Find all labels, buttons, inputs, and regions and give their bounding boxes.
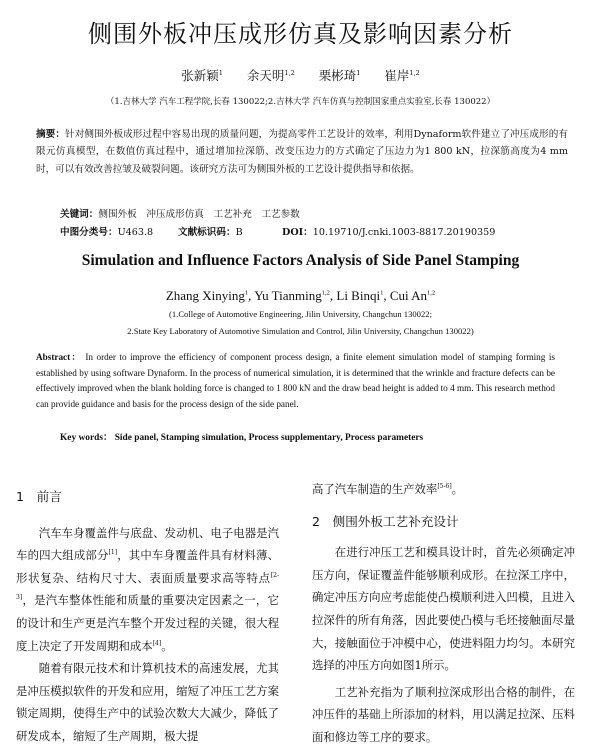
left-column [16,486,279,748]
abstract-cn-text: 针对侧围外板成形过程中容易出现的质量问题，为提高零件工艺设计的效率，利用Dynaform软件建立了冲压成形的有限元仿真模型，在数值仿真过程中，通过增加拉深筋、改变压边力的方式确定了压边力为1 800 kN，拉深筋高度为4 mm时，可以有效改善拉皱及破裂问题。该研究方法可为侧围外板的工艺设计提供指导和依据。 [36,129,568,175]
doi-label: DOI： [282,227,313,238]
authors-cn [0,66,601,84]
author-en-3: Li Binqi$^1$ [336,288,384,303]
author-cn-3: 栗彬琦$^1$ [318,68,361,83]
section-2-paragraph-1: 在进行冲压工艺和模具设计时，首先必须确定冲压方向，保证覆盖件能够顺利成形。在拉深工序中，确定冲压方向应考虑能使凸模顺利进入凹模，且进入拉深件的所有角落，因此要使凸模与毛坯接触面尽量大，接触面位于冲模中心，使进料阻力均匀。本研究选择的冲压方向如图1所示。 [312,545,575,673]
keywords-en [60,429,580,443]
paper-title-cn: 侧围外板冲压成形仿真及影响因素分析 [88,20,513,48]
clc-label: 中图分类号： [60,227,118,238]
right-column [312,478,575,749]
affiliations-cn: （1.吉林大学 汽车工程学院,长春 130022;2.吉林大学 汽车仿真与控制国家重点实验室,长春 130022） [105,97,496,107]
classification-cn [60,224,580,238]
section-1-heading: 1 前言 [16,489,62,504]
abstract-cn [36,126,568,178]
authors-en: Zhang Xinying$^1$, Yu Tianming$^{1,2}$, Li Binqi$^1$, Cui An$^{1,2}$ [165,288,436,303]
author-en-2: Yu Tianming$^{1,2}$ [254,288,330,303]
keywords-cn [60,206,580,220]
author-en-4: Cui An$^{1,2}$ [389,288,436,303]
affiliation-en-1: (1.College of Automotive Engineering, Jilin University, Changchun 130022; [169,309,432,319]
affiliations-en [0,306,601,340]
section-1-paragraph-1: 汽车车身覆盖件与底盘、发动机、电子电器是汽车的四大组成部分[1]，其中车身覆盖件具有材料薄、形状复杂、结构尺寸大、表面质量要求高等特点[2-3]，是汽车整体性能和质量的重要决定因素之一，它的设计和生产更是汽车整个开发过程的关键，很大程度上决定了开发周期和成本[4]。 [16,525,279,653]
abstract-en [36,350,555,412]
author-en-1: Zhang Xinying$^1$ [165,288,249,303]
paper-title-en: Simulation and Influence Factors Analysis of Side Panel Stamping [81,252,520,269]
section-2-paragraph-2: 工艺补充指为了顺利拉深成形出合格的制件，在冲压件的基础上所添加的材料，用以满足拉深、压料面和修边等工序的要求。 [312,684,575,744]
section-2-heading: 2 侧围外板工艺补充设计 [312,513,459,529]
author-cn-1: 张新颖$^1$ [181,68,223,83]
author-cn-4: 崔岸$^{1,2}$ [384,68,420,83]
abstract-cn-label: 摘要： [36,129,66,140]
keywords-cn-label: 关键词： [60,209,99,220]
doc-code-label: 文献标识码： [178,227,236,238]
doi-value: 10.19710/J.cnki.1003-8817.20190359 [312,227,496,238]
author-cn-2: 余天明$^{1,2}$ [246,68,295,83]
keywords-en-text: Side panel, Stamping simulation, Process supplementary, Process parameters [114,433,424,443]
clc-value: U463.8 [117,227,154,238]
abstract-en-text: In order to improve the efficiency of component process design, a finite element simulation model of stamping forming is established by using software Dynaform. In the process of numerical simulation, it is determined that the wrinkle and fracture defects can be effectively improved when the blank holding force is changed to 1 800 kN and the draw bead height is added to 4 mm. This research method can provide guidance and basis for the process design of the side panel. [36,352,555,409]
affiliation-en-2: 2.State Key Laboratory of Automotive Simulation and Control, Jilin University, Changchun 130022) [127,326,474,336]
section-1-paragraph-2: 随着有限元技术和计算机技术的高速发展，尤其是冲压模拟软件的开发和应用，缩短了冲压工艺方案锁定周期，使得生产中的试验次数大大减少，降低了研发成本，缩短了生产周期，极大提 [16,661,279,743]
keywords-cn-text: 侧围外板 冲压成形仿真 工艺补充 工艺参数 [98,209,300,220]
abstract-en-label: Abstract： [36,352,82,362]
keywords-en-label: Key words： [60,433,113,443]
doc-code-value: B [235,227,243,238]
continued-paragraph: 高了汽车制造的生产效率[5-6]。 [312,482,464,496]
